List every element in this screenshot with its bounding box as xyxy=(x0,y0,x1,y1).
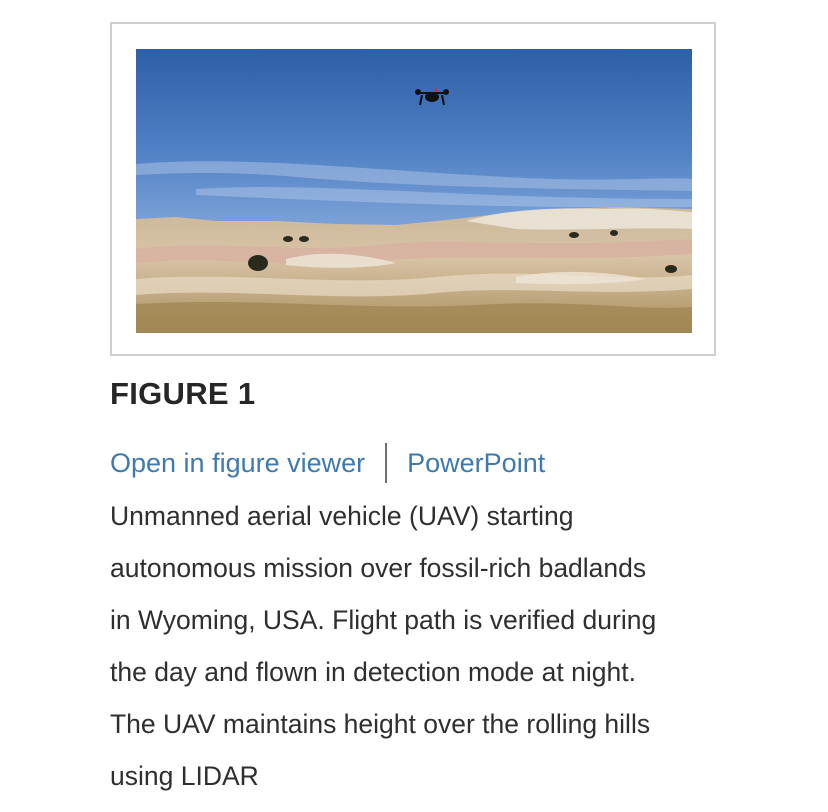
uav-badlands-photo[interactable] xyxy=(136,49,692,333)
powerpoint-link[interactable]: PowerPoint xyxy=(407,447,546,478)
caption-line: autonomous mission over fossil-rich badlands xyxy=(110,553,647,583)
open-figure-viewer-link[interactable]: Open in figure viewer xyxy=(110,447,366,478)
caption-line: Unmanned aerial vehicle (UAV) starting xyxy=(110,501,574,531)
caption-line: in Wyoming, USA. Flight path is verified during xyxy=(110,605,657,635)
caption-line: using LIDAR xyxy=(110,761,259,791)
figure-frame xyxy=(110,22,716,356)
figure-links xyxy=(110,440,545,486)
figure-label: FIGURE 1 xyxy=(110,376,256,411)
caption-line: the day and flown in detection mode at night. xyxy=(110,657,636,687)
caption-line: The UAV maintains height over the rolling hills xyxy=(110,709,651,739)
link-divider xyxy=(385,443,387,483)
figure-caption xyxy=(110,490,750,802)
